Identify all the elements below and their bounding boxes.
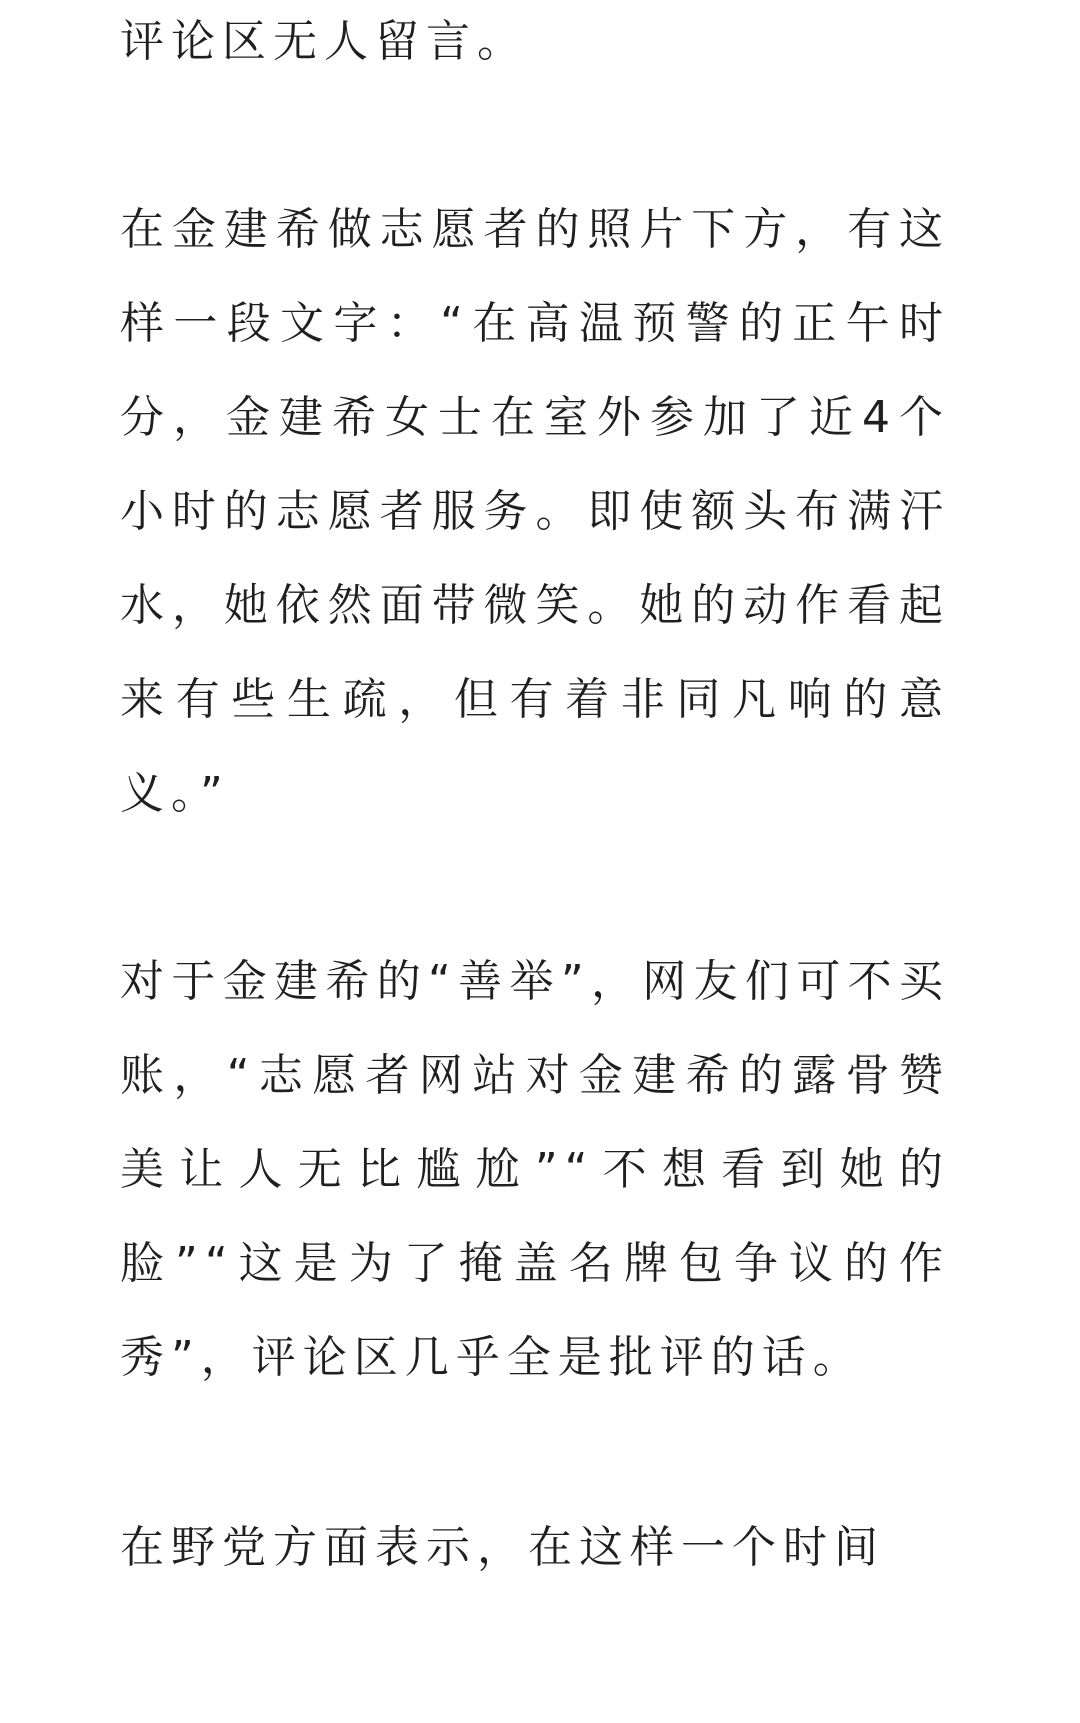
article-paragraph-3: 对于金建希的“善举”，网友们可不买账，“志愿者网站对金建希的露骨赞美让人无比尴尬”“不想看到她的脸”“这是为了掩盖名牌包争议的作秀”，评论区几乎全是批评的话。 (120, 956, 950, 1383)
article-paragraph-2: 在金建希做志愿者的照片下方，有这样一段文字：“在高温预警的正午时分，金建希女士在室外参加了近4个小时的志愿者服务。即使额头布满汗水，她依然面带微笑。她的动作看起来有些生疏，但有着非同凡响的意义。” (120, 204, 950, 819)
article-paragraph-1: 评论区无人留言。 (120, 16, 528, 67)
article-paragraph-4: 在野党方面表示，在这样一个时间 (120, 1522, 885, 1573)
paragraph-spacer (120, 841, 950, 935)
article-body (120, 0, 950, 1595)
paragraph-spacer (120, 89, 950, 183)
paragraph-spacer (120, 1405, 950, 1499)
